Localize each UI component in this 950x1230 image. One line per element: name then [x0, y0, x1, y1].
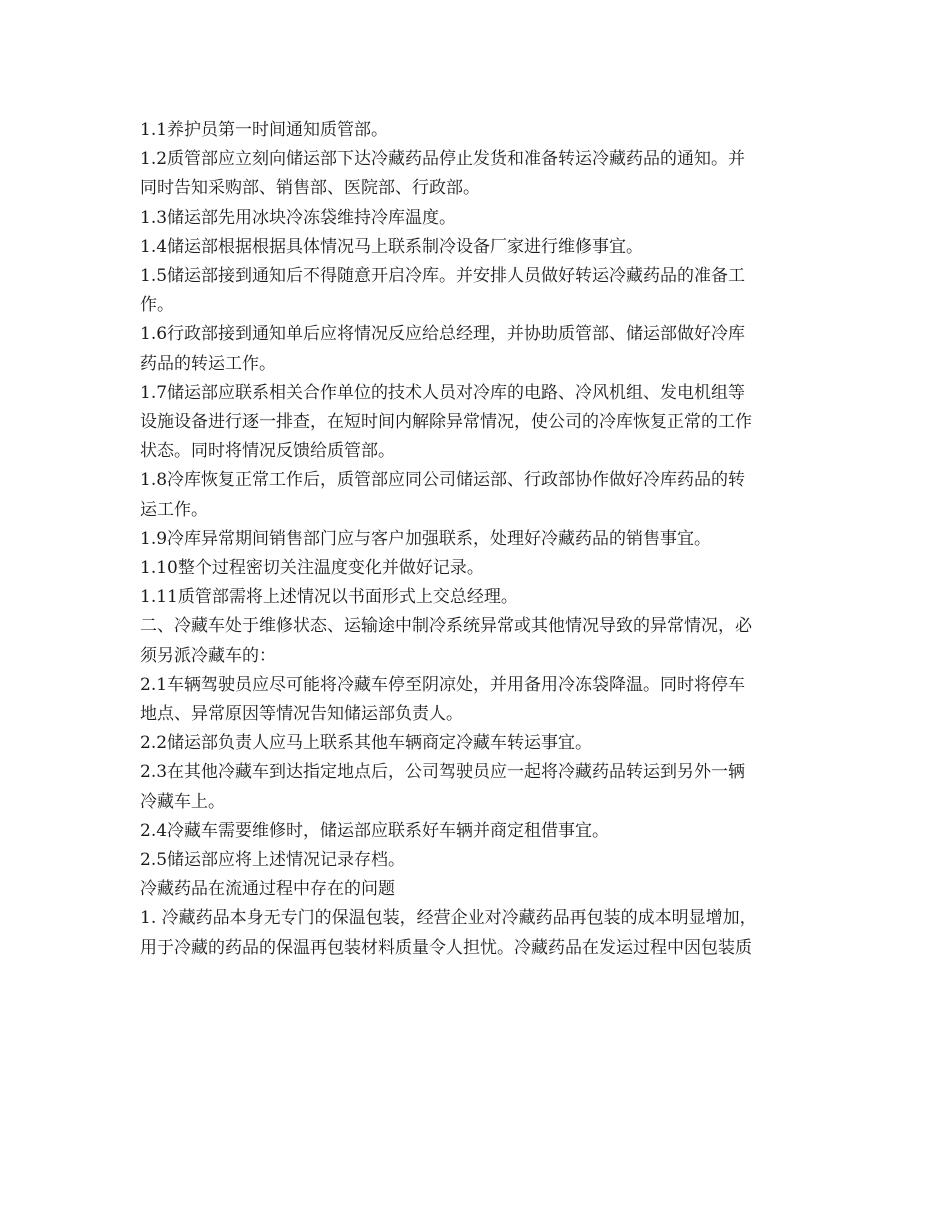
text-line: 1.2质管部应立刻向储运部下达冷藏药品停止发货和准备转运冷藏药品的通知。并: [140, 149, 746, 170]
text-line: 1.1养护员第一时间通知质管部。: [140, 120, 389, 140]
paragraph: [140, 379, 815, 467]
text-line: 须另派冷藏车的：: [140, 645, 276, 666]
text-line: 2.2储运部负责人应马上联系其他车辆商定冷藏车转运事宜。: [140, 733, 593, 754]
text-line: 1. 冷藏药品本身无专门的保温包装，经营企业对冷藏药品再包装的成本明显增加，: [140, 908, 757, 929]
text-line: 1.7储运部应联系相关合作单位的技术人员对冷库的电路、冷风机组、发电机组等: [140, 382, 746, 403]
text-line: 2.5储运部应将上述情况记录存档。: [140, 850, 406, 871]
document-body: [140, 116, 815, 963]
paragraph: [140, 262, 815, 320]
paragraph: [140, 204, 815, 233]
text-line: 1.11质管部需将上述情况以书面形式上交总经理。: [140, 587, 518, 608]
text-line: 1.10整个过程密切关注温度变化并做好记录。: [140, 558, 484, 579]
text-line: 药品的转运工作。: [140, 353, 276, 374]
paragraph: [140, 583, 815, 612]
text-line: 2.4冷藏车需要维修时，储运部应联系好车辆并商定租借事宜。: [140, 820, 610, 841]
text-line: 1.5储运部接到通知后不得随意开启冷库。并安排人员做好转运冷藏药品的准备工: [140, 266, 746, 287]
text-line: 用于冷藏的药品的保温再包装材料质量令人担忧。冷藏药品在发运过程中因包装质: [140, 937, 752, 958]
paragraph: [140, 846, 815, 875]
paragraph: [140, 817, 815, 846]
text-line: 2.1车辆驾驶员应尽可能将冷藏车停至阴凉处，并用备用冷冻袋降温。同时将停车: [140, 674, 746, 695]
paragraph: [140, 612, 815, 670]
text-line: 冷藏车上。: [140, 791, 225, 812]
text-line: 运工作。: [140, 499, 208, 520]
text-line: 设施设备进行逐一排查，在短时间内解除异常情况，使公司的冷库恢复正常的工作: [140, 412, 752, 433]
text-line: 冷藏药品在流通过程中存在的问题: [140, 879, 395, 900]
paragraph: [140, 145, 815, 203]
text-line: 2.3在其他冷藏车到达指定地点后，公司驾驶员应一起将冷藏药品转运到另外一辆: [140, 762, 746, 783]
paragraph: [140, 116, 815, 145]
text-line: 1.4储运部根据根据具体情况马上联系制冷设备厂家进行维修事宜。: [140, 236, 644, 257]
paragraph: [140, 875, 815, 904]
paragraph: [140, 525, 815, 554]
text-line: 二、冷藏车处于维修状态、运输途中制冷系统异常或其他情况导致的异常情况，必: [140, 616, 752, 637]
paragraph: [140, 671, 815, 729]
paragraph: [140, 554, 815, 583]
text-line: 1.8冷库恢复正常工作后，质管部应同公司储运部、行政部协作做好冷库药品的转: [140, 470, 746, 491]
paragraph: [140, 233, 815, 262]
paragraph: [140, 466, 815, 524]
text-line: 作。: [140, 295, 174, 316]
text-line: 地点、异常原因等情况告知储运部负责人。: [140, 704, 463, 725]
paragraph: [140, 904, 815, 962]
paragraph: [140, 729, 815, 758]
paragraph: [140, 320, 815, 378]
text-line: 1.6行政部接到通知单后应将情况反应给总经理，并协助质管部、储运部做好冷库: [140, 324, 746, 345]
text-line: 1.3储运部先用冰块冷冻袋维持冷库温度。: [140, 207, 457, 228]
paragraph: [140, 758, 815, 816]
text-line: 1.9冷库异常期间销售部门应与客户加强联系，处理好冷藏药品的销售事宜。: [140, 528, 712, 549]
text-line: 同时告知采购部、销售部、医院部、行政部。: [140, 178, 480, 199]
text-line: 状态。同时将情况反馈给质管部。: [140, 441, 395, 462]
